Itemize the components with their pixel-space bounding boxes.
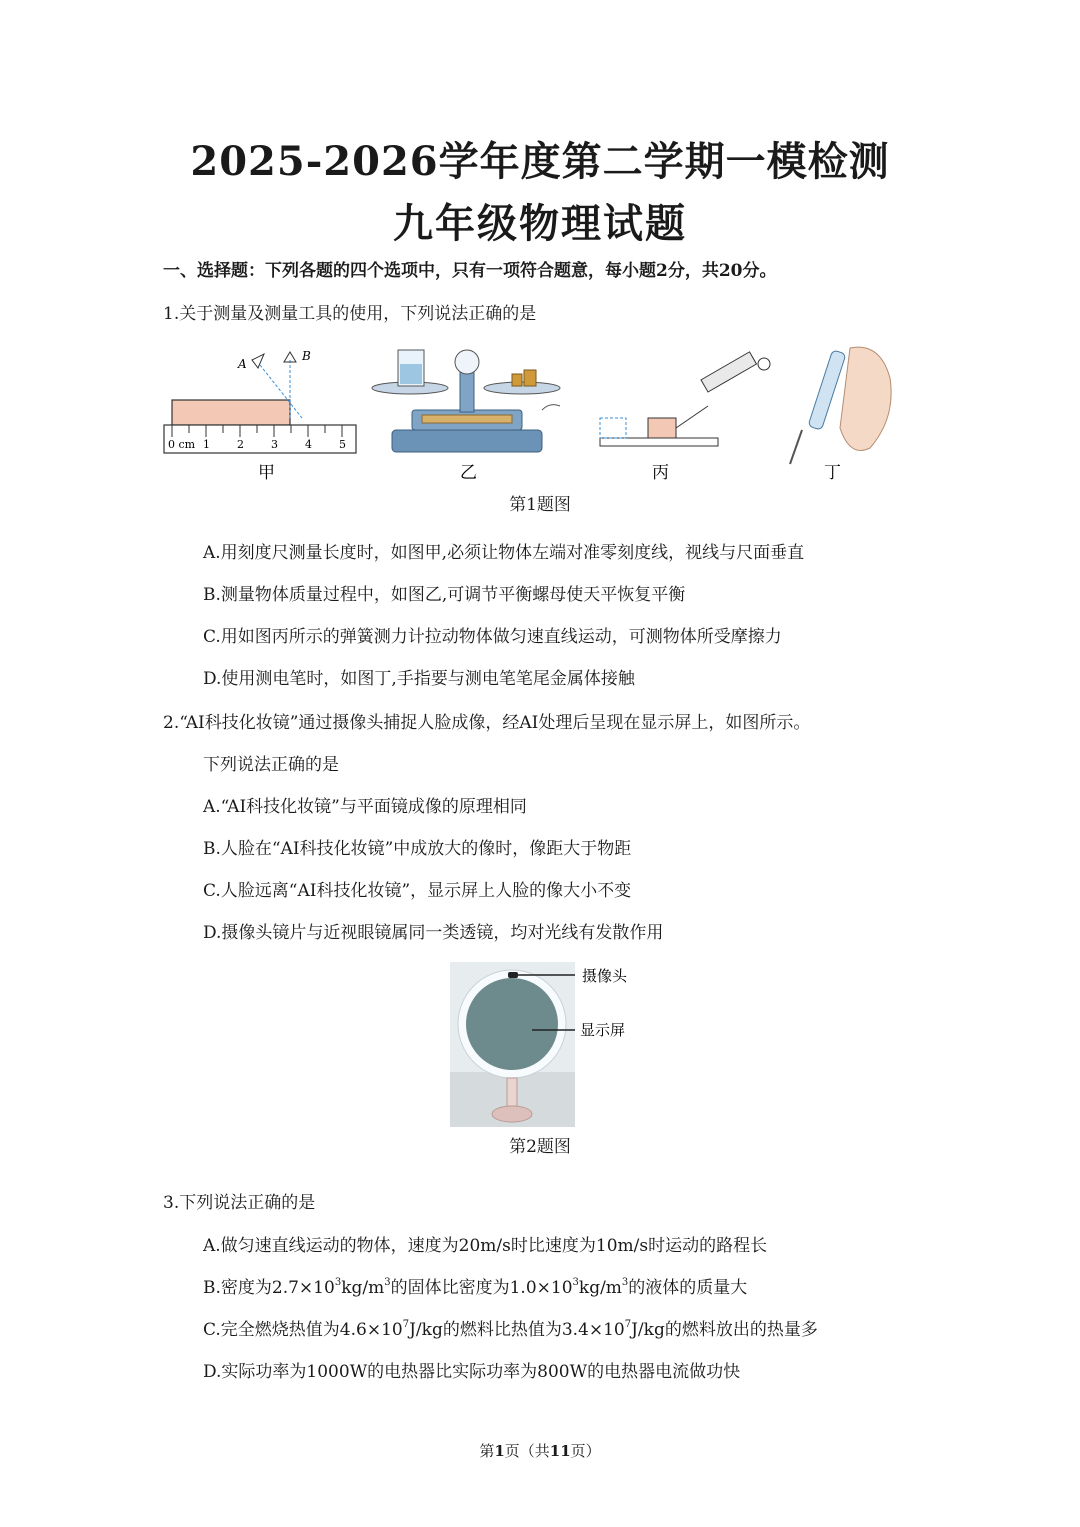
- test-pen-figure: [790, 347, 891, 464]
- q1-option-a: A.用刻度尺测量长度时，如图甲,必须让物体左端对准零刻度线，视线与尺面垂直: [203, 543, 805, 563]
- fig-label-bing: 丙: [652, 463, 669, 483]
- exam-subtitle: 九年级物理试题: [393, 200, 687, 247]
- q2-stem: 2.“AI科技化妆镜”通过摄像头捕捉人脸成像，经AI处理后呈现在显示屏上，如图所示。: [163, 713, 811, 733]
- q2-option-c: C.人脸远离“AI科技化妆镜”，显示屏上人脸的像大小不变: [203, 881, 632, 901]
- q2-option-b: B.人脸在“AI科技化妆镜”中成放大的像时，像距大于物距: [203, 839, 632, 859]
- q3-option-a: A.做匀速直线运动的物体，速度为20m/s时比速度为10m/s时运动的路程长: [203, 1236, 768, 1256]
- label-b: B: [302, 349, 311, 363]
- label-camera: 摄像头: [582, 967, 628, 985]
- q2-option-a: A.“AI科技化妆镜”与平面镜成像的原理相同: [203, 797, 527, 817]
- fig-label-yi: 乙: [460, 463, 477, 483]
- fig-label-jia: 甲: [258, 463, 275, 483]
- tick-1: 1: [203, 438, 210, 451]
- q1-stem: 1.关于测量及测量工具的使用，下列说法正确的是: [163, 304, 537, 324]
- q2-stem-2: 下列说法正确的是: [203, 755, 339, 775]
- q2-caption: 第2题图: [509, 1137, 571, 1157]
- tick-5: 5: [339, 438, 346, 451]
- balance-figure: [372, 350, 560, 452]
- page-footer: 第1页（共11页）: [479, 1442, 601, 1460]
- exam-title: 2025-2026学年度第二学期一模检测: [190, 138, 890, 185]
- q1-option-b: B.测量物体质量过程中，如图乙,可调节平衡螺母使天平恢复平衡: [203, 585, 686, 605]
- q2-option-d: D.摄像头镜片与近视眼镜属同一类透镜，均对光线有发散作用: [203, 923, 664, 943]
- q3-stem: 3.下列说法正确的是: [163, 1193, 316, 1213]
- label-screen: 显示屏: [580, 1021, 626, 1039]
- section-heading: 一、选择题：下列各题的四个选项中，只有一项符合题意，每小题2分，共20分。: [163, 261, 777, 281]
- q3-option-c: C.完全燃烧热值为$4.6\times 10^7J/kg$的燃料比热值为$3.4\times 10^7J/kg$的燃料放出的热量多: [203, 1319, 818, 1340]
- q3-option-b: B.密度为$2.7\times 10^3kg/m^3$的固体比密度为$1.0\times 10^3kg/m^3$的液体的质量大: [203, 1277, 748, 1298]
- q1-option-d: D.使用测电笔时，如图丁,手指要与测电笔笔尾金属体接触: [203, 669, 635, 689]
- fig-label-ding: 丁: [824, 463, 841, 483]
- q1-option-c: C.用如图丙所示的弹簧测力计拉动物体做匀速直线运动，可测物体所受摩擦力: [203, 627, 782, 647]
- q2-figure: [450, 962, 650, 1137]
- q3-option-d: D.实际功率为1000W的电热器比实际功率为800W的电热器电流做功快: [203, 1362, 741, 1382]
- q1-caption: 第1题图: [509, 495, 571, 515]
- ruler-figure: [164, 349, 356, 453]
- tick-3: 3: [271, 438, 278, 451]
- tick-0: 0 cm: [168, 438, 196, 451]
- tick-2: 2: [237, 438, 244, 451]
- q1-figure: [160, 340, 920, 490]
- spring-scale-figure: [600, 352, 770, 446]
- tick-4: 4: [305, 438, 312, 451]
- label-a: A: [238, 357, 247, 371]
